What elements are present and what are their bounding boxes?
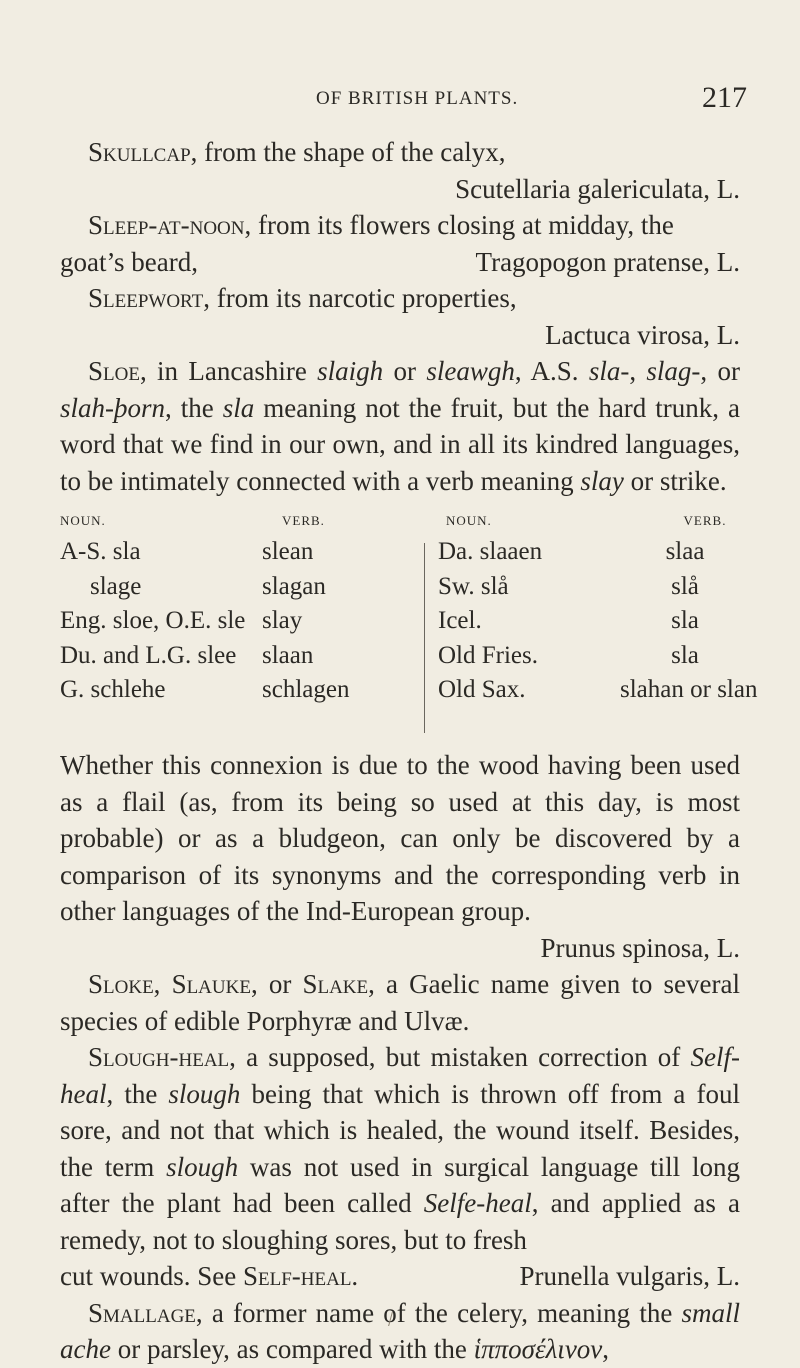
entry-sleep-at-noon-line2 [60, 244, 740, 281]
entry-text: or [383, 356, 427, 386]
entry-text: from its flowers closing at midday, the [251, 210, 674, 240]
entry-smallage [60, 1295, 740, 1368]
entry-term: Sloe, [88, 356, 147, 386]
column-header: VERB. [683, 513, 727, 528]
entries-bottom [60, 747, 740, 1368]
sloe-continuation [60, 747, 740, 966]
column-header: NOUN. [60, 513, 106, 528]
table-cell: Da. slaaen [438, 538, 543, 565]
entry-text: , or [700, 356, 740, 386]
entry-text: a former name of the celery, meaning the [202, 1297, 682, 1328]
entry-italic: Selfe-heal [423, 1188, 532, 1218]
right-verb-column [620, 513, 758, 708]
table-cell: slå [671, 572, 699, 600]
entry-slough-heal-last-line [60, 1258, 740, 1295]
latin-name: Prunus spinosa, L. [540, 932, 740, 963]
entry-italic: Self-heal [60, 1042, 740, 1109]
entry-text: being that which is thrown off from a foul sore, and not that which is healed, the wound itself. Besides, the term [60, 1078, 740, 1182]
entry-italic: slough [166, 1151, 239, 1182]
entry-text: from its narcotic properties, [209, 283, 517, 313]
entry-text [60, 1258, 358, 1295]
table-cell: Old Sax. [438, 676, 526, 703]
entry-sleep-at-noon [60, 207, 740, 244]
running-title: OF BRITISH PLANTS. [316, 88, 519, 109]
table-cell: slage [90, 572, 142, 600]
etymology-table [60, 513, 758, 743]
entry-italic: sleawgh [426, 356, 515, 386]
entry-italic: sla [222, 392, 255, 423]
latin-name: Prunella vulgaris, L. [519, 1261, 740, 1291]
entry-text: was not used in surgical language till long after the plant had been called [60, 1151, 740, 1218]
entry-text: , and applied as a remedy, not to sloughing sores, but to fresh [60, 1188, 740, 1255]
entry-term: Slauke, [171, 969, 258, 999]
entry-term: Smallage, [88, 1297, 203, 1328]
cross-reference: Self-heal. [242, 1261, 359, 1291]
page-number: 217 [702, 81, 747, 114]
entry-text: , A.S. [514, 356, 589, 386]
entry-text: , [602, 1334, 610, 1364]
entry-text [160, 969, 171, 999]
entry-italic: slay [580, 465, 624, 496]
table-cell: sla [671, 607, 699, 634]
entry-text: or strike. [623, 465, 727, 496]
table-cell: A-S. sla [60, 538, 141, 565]
entry-italic: slough [168, 1078, 241, 1109]
table-cell: Icel. [438, 607, 482, 634]
table-cell: Old Fries. [438, 641, 538, 669]
entry-sloe [60, 353, 740, 499]
table-cell: slahan or slan [620, 676, 758, 703]
entry-term: Sloke, [88, 969, 161, 999]
entry-text: or [257, 969, 303, 999]
table-cell: slaan [262, 641, 314, 669]
entry-term: Skullcap, [88, 137, 198, 167]
table-cell: slay [262, 607, 303, 634]
running-head [0, 81, 800, 118]
latin-name: Scutellaria galericulata, L. [455, 173, 740, 204]
latin-name: Lactuca virosa, L. [545, 319, 740, 350]
column-header: VERB. [282, 513, 325, 528]
entry-slough-heal [60, 1039, 740, 1258]
entry-sloke [60, 966, 740, 1039]
table-cell: slagan [262, 572, 326, 600]
table-cell: Du. and L.G. slee [60, 641, 237, 669]
entry-text: or parsley, as compared with the [110, 1334, 474, 1364]
table-cell: Eng. sloe, O.E. sle [60, 607, 246, 634]
entry-term: Sleep-at-noon, [88, 210, 252, 240]
paragraph-text: Whether this connexion is due to the wood having been used as a flail (as, from its being so used at this day, is most probable) or as a bludgeon, can only be discovered by a comparison of its synonyms and the corresponding verb in other languages of the Ind-European group. [60, 750, 740, 926]
table-cell: G. schlehe [60, 676, 166, 703]
entry-sleepwort [60, 280, 740, 353]
entry-term: Slake, [302, 969, 375, 999]
left-verb-column [262, 513, 349, 708]
right-noun-column [438, 513, 542, 708]
left-noun-column [60, 513, 245, 708]
entry-italic: slaigh [317, 356, 384, 386]
latin-name: Tragopogon pratense, L. [475, 246, 740, 277]
entry-italic: slah-þorn [60, 392, 166, 423]
table-cell: schlagen [262, 676, 350, 703]
entries-top [60, 134, 740, 499]
entry-text: in Lancashire [146, 356, 318, 386]
column-header: NOUN. [446, 513, 492, 528]
entry-skullcap [60, 134, 740, 207]
table-cell: slaa [665, 538, 705, 565]
column-divider [424, 543, 425, 733]
entry-text: a Gaelic name given to several species of edible Porphyræ and Ulvæ. [60, 969, 740, 1036]
entry-italic: slag- [646, 356, 701, 386]
entry-text: , the [106, 1078, 169, 1109]
entry-italic: ἱπποσέλινον [473, 1334, 603, 1364]
entry-text: , [629, 356, 647, 386]
table-cell: Sw. slå [438, 572, 509, 600]
entry-term: Sleepwort, [88, 283, 210, 313]
entry-italic: small ache [60, 1297, 740, 1364]
entry-text: a supposed, but mistaken correction of [235, 1042, 691, 1072]
entry-text: cut wounds. See [60, 1261, 243, 1291]
entry-term: Slough-heal, [88, 1042, 236, 1072]
entry-text: from the shape of the calyx, [197, 137, 506, 167]
table-cell: sla [671, 641, 699, 669]
entry-italic: sla- [588, 356, 630, 386]
table-cell: slean [262, 538, 314, 565]
entry-text: meaning not the fruit, but the hard trunk, a word that we find in our own, and in all its kindred languages, to be intimately connected with a verb meaning [60, 392, 740, 496]
entry-text: goat’s beard, [60, 246, 198, 277]
entry-text: , the [165, 392, 223, 423]
